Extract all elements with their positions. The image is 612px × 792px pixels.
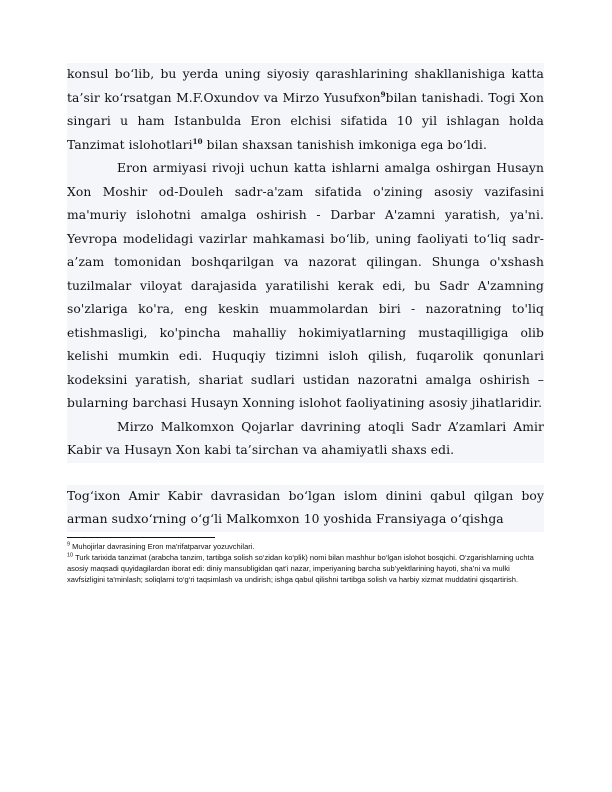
footnote-10-number: 10 [67,552,74,559]
paragraph-gap [67,463,544,485]
paragraph-1-part-a: konsul bo‘lib, bu yerda uning siyosiy qarashlarining shakllanishiga katta ta’sir ko‘rsatgan M.F.Oxundov va Mirzo Yusufxon [67,67,544,105]
footnote-10 [67,552,544,586]
footnote-9-number: 9 [67,541,71,547]
footnote-9 [67,541,544,552]
footnote-ref-9[interactable]: 9 [380,89,386,99]
paragraph-2: Eron armiyasi rivoji uchun katta ishlarni amalga oshirgan Husayn Xon Moshir od-Douleh sadr-a'zam sifatida o'zining asosiy vazifasini ma'muriy islohotni amalga oshirish - Darbar A'zamni yaratish, ya'ni. Yevropa modelidagi vazirlar mahkamasi bo‘lib, uning faoliyati to‘liq sadr-a’zam tomonidan boshqarilgan va nazorat qilingan. Shunga o'xshash tuzilmalar viloyat darajasida yaratilishi kerak edi, bu Sadr A'zamning so'zlariga ko'ra, eng keskin muammolardan biri - nazoratning to'liq etishmasligi, ko'pincha mahalliy hokimiyatlarning mustaqilligiga olib kelishi mumkin edi. Huquqiy tizimni isloh qilish, fuqarolik qonunlari kodeksini yaratish, shariat sudlari ustidan nazoratni amalga oshirish – bularning barchasi Husayn Xonning islohot faoliyatining asosiy jihatlaridir. [67,161,544,410]
footnote-separator [67,537,215,538]
footnote-9-text: Muhojirlar davrasining Eron ma'rifatparvar yozuvchilari. [70,541,255,551]
footnote-ref-10[interactable]: 10 [192,136,203,146]
document-page [67,63,544,763]
text-band-lower [67,485,544,532]
paragraph-3: Mirzo Malkomxon Qojarlar davrining atoqli Sadr A’zamlari Amir Kabir va Husayn Xon kabi ta’sirchan va ahamiyatli shaxs edi. [67,419,544,457]
paragraph-1-part-b: bilan tanishadi. Togi Xon singari u ham Istanbulda Eron elchisi sifatida 10 yil ishlagan holda Tanzimat islohotlari [67,90,544,152]
text-band-upper [67,63,544,463]
footnote-10-text: Turk tarixida tanzimat (arabcha tanzim, tartibga solish so‘zidan ko‘plik) nomi bilan mashhur bo‘lgan islohot bosqichi. O‘zgarishlarning uchta asosiy maqsadi quyidagilardan iborat edi: diniy mansubligidan qat’i nazar, imperiyaning barcha sub’yektlarining hayoti, sha’ni va mulki xavfsizligini ta’minlash; soliqlarni to‘g‘ri taqsimlash va undirish; ishga qabul qilishni tartibga solish va harbiy xizmat muddatini qisqartirish. [67,552,534,585]
paragraph-1-part-c: bilan shaxsan tanishish imkoniga ega bo‘ldi. [202,137,487,152]
paragraph-1 [67,63,544,157]
paragraph-4: Tog‘ixon Amir Kabir davrasidan bo‘lgan islom dinini qabul qilgan boy arman sudxo‘rning o‘g‘li Malkomxon 10 yoshida Fransiyaga o‘qishga [67,488,544,526]
